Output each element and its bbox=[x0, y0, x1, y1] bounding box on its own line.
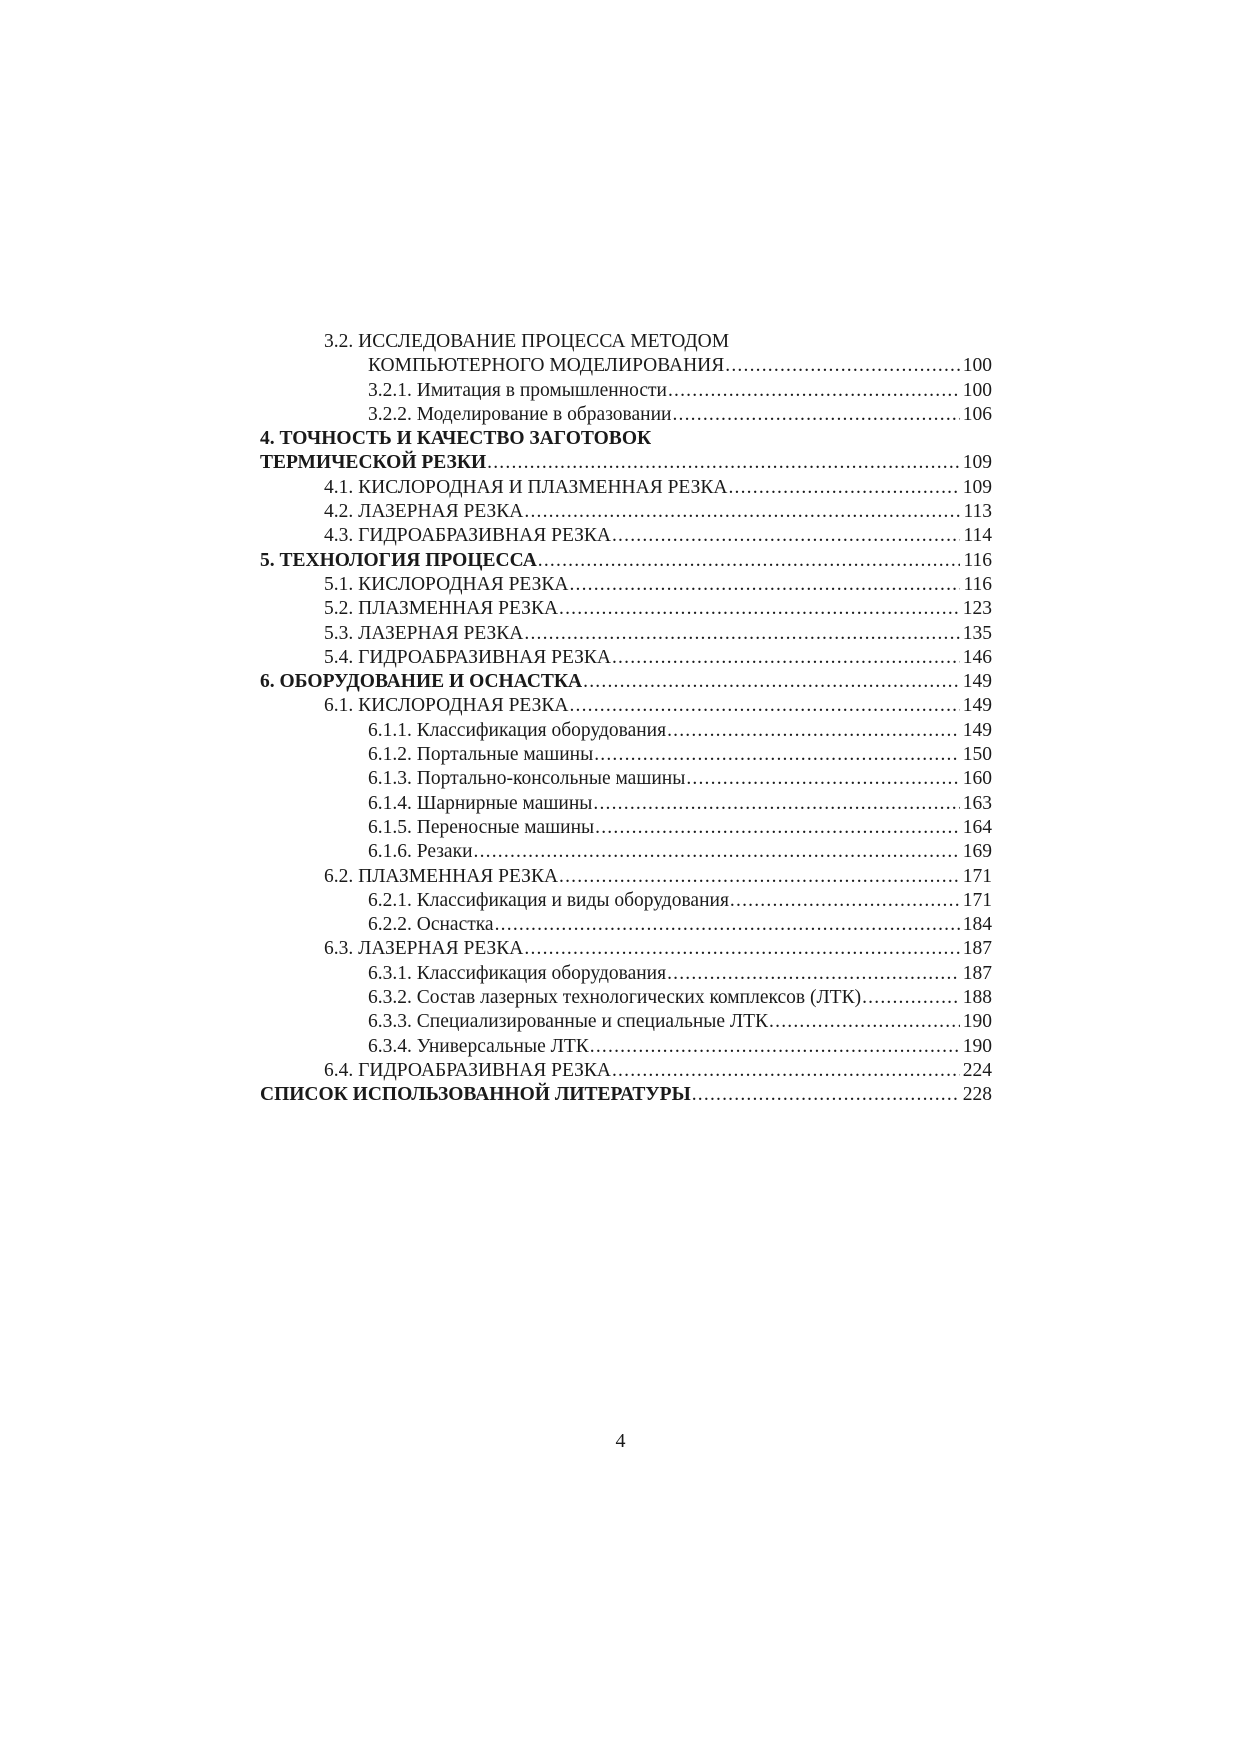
toc-entry-title: 6.1. КИСЛОРОДНАЯ РЕЗКА bbox=[324, 695, 569, 717]
toc-entry-page: 188 bbox=[962, 987, 992, 1009]
toc-entry[interactable] bbox=[260, 451, 992, 475]
toc-entry-page: 163 bbox=[962, 792, 992, 814]
dot-leader bbox=[667, 962, 960, 986]
dot-leader bbox=[595, 816, 960, 840]
toc-entry[interactable] bbox=[260, 330, 992, 354]
toc-entry[interactable] bbox=[260, 913, 992, 937]
toc-entry[interactable] bbox=[260, 719, 992, 743]
toc-entry[interactable] bbox=[260, 500, 992, 524]
dot-leader bbox=[728, 476, 959, 500]
dot-leader bbox=[569, 573, 960, 597]
toc-entry-title: 6. ОБОРУДОВАНИЕ И ОСНАСТКА bbox=[260, 671, 583, 693]
toc-entry[interactable] bbox=[260, 427, 992, 451]
dot-leader bbox=[524, 500, 960, 524]
toc-entry-title: КОМПЬЮТЕРНОГО МОДЕЛИРОВАНИЯ bbox=[368, 355, 725, 377]
toc-entry[interactable] bbox=[260, 646, 992, 670]
toc-entry[interactable] bbox=[260, 889, 992, 913]
toc-entry-page: 228 bbox=[962, 1084, 992, 1106]
toc-entry[interactable] bbox=[260, 1010, 992, 1034]
toc-entry[interactable] bbox=[260, 1059, 992, 1083]
toc-entry[interactable] bbox=[260, 573, 992, 597]
toc-entry-title: 3.2.1. Имитация в промышленности bbox=[368, 379, 667, 401]
toc-entry-title: 5.2. ПЛАЗМЕННАЯ РЕЗКА bbox=[324, 598, 559, 620]
dot-leader bbox=[612, 524, 961, 548]
toc-entry-page: 149 bbox=[962, 671, 992, 693]
toc-entry-title: 4. ТОЧНОСТЬ И КАЧЕСТВО ЗАГОТОВОК bbox=[260, 428, 652, 450]
toc-entry-page: 100 bbox=[962, 355, 992, 377]
toc-entry-title: 6.2. ПЛАЗМЕННАЯ РЕЗКА bbox=[324, 865, 559, 887]
toc-entry-page: 224 bbox=[962, 1059, 992, 1081]
toc-entry-title: 6.1.4. Шарнирные машины bbox=[368, 792, 593, 814]
toc-entry[interactable] bbox=[260, 354, 992, 378]
toc-entry-page: 190 bbox=[962, 1035, 992, 1057]
table-of-contents bbox=[260, 330, 992, 1108]
toc-entry-page: 113 bbox=[963, 501, 992, 523]
toc-entry-page: 164 bbox=[962, 816, 992, 838]
toc-entry-page: 187 bbox=[962, 962, 992, 984]
toc-entry-title: 3.2. ИССЛЕДОВАНИЕ ПРОЦЕССА МЕТОДОМ bbox=[324, 331, 730, 352]
dot-leader bbox=[686, 767, 959, 791]
toc-entry-page: 116 bbox=[963, 549, 992, 571]
toc-entry[interactable] bbox=[260, 986, 992, 1010]
toc-entry-title: 6.1.5. Переносные машины bbox=[368, 816, 595, 838]
toc-entry-title: 6.4. ГИДРОАБРАЗИВНАЯ РЕЗКА bbox=[324, 1059, 611, 1081]
dot-leader bbox=[487, 451, 960, 475]
toc-entry[interactable] bbox=[260, 767, 992, 791]
dot-leader bbox=[612, 1059, 960, 1083]
toc-entry-page: 109 bbox=[962, 476, 992, 498]
dot-leader bbox=[583, 670, 960, 694]
toc-entry-page: 123 bbox=[962, 598, 992, 620]
toc-entry-title: 6.1.3. Портально-консольные машины bbox=[368, 768, 686, 790]
toc-entry-page: 106 bbox=[962, 403, 992, 425]
toc-entry-title: 5.3. ЛАЗЕРНАЯ РЕЗКА bbox=[324, 622, 524, 644]
toc-entry-page: 149 bbox=[962, 719, 992, 741]
toc-entry-title: 6.1.1. Классификация оборудования bbox=[368, 719, 667, 741]
dot-leader bbox=[692, 1083, 960, 1107]
toc-entry[interactable] bbox=[260, 476, 992, 500]
toc-entry-title: 6.3.1. Классификация оборудования bbox=[368, 962, 667, 984]
toc-entry[interactable] bbox=[260, 379, 992, 403]
dot-leader bbox=[667, 719, 960, 743]
toc-entry[interactable] bbox=[260, 1083, 992, 1107]
toc-entry-title: 6.3.2. Состав лазерных технологических комплексов (ЛТК) bbox=[368, 987, 862, 1009]
toc-entry-page: 146 bbox=[962, 646, 992, 668]
toc-entry-title: 5.1. КИСЛОРОДНАЯ РЕЗКА bbox=[324, 573, 569, 595]
toc-entry[interactable] bbox=[260, 597, 992, 621]
toc-entry[interactable] bbox=[260, 865, 992, 889]
toc-entry[interactable] bbox=[260, 549, 992, 573]
dot-leader bbox=[538, 549, 961, 573]
dot-leader bbox=[672, 403, 959, 427]
toc-entry-page: 100 bbox=[962, 379, 992, 401]
toc-entry-page: 109 bbox=[962, 452, 992, 474]
dot-leader bbox=[730, 889, 960, 913]
toc-entry-page: 149 bbox=[962, 695, 992, 717]
toc-entry[interactable] bbox=[260, 743, 992, 767]
toc-entry-page: 160 bbox=[962, 768, 992, 790]
dot-leader bbox=[593, 792, 959, 816]
toc-entry[interactable] bbox=[260, 403, 992, 427]
toc-entry-title: 5.4. ГИДРОАБРАЗИВНАЯ РЕЗКА bbox=[324, 646, 611, 668]
toc-entry-title: СПИСОК ИСПОЛЬЗОВАННОЙ ЛИТЕРАТУРЫ bbox=[260, 1084, 691, 1106]
toc-entry-title: 3.2.2. Моделирование в образовании bbox=[368, 403, 672, 425]
toc-entry[interactable] bbox=[260, 792, 992, 816]
toc-entry-page: 187 bbox=[962, 938, 992, 960]
toc-entry[interactable] bbox=[260, 622, 992, 646]
toc-entry[interactable] bbox=[260, 840, 992, 864]
toc-entry[interactable] bbox=[260, 694, 992, 718]
page-number: 4 bbox=[615, 1430, 626, 1452]
toc-entry-page: 171 bbox=[962, 889, 992, 911]
toc-entry-title: 4.1. КИСЛОРОДНАЯ И ПЛАЗМЕННАЯ РЕЗКА bbox=[324, 476, 728, 498]
dot-leader bbox=[495, 913, 960, 937]
dot-leader bbox=[612, 646, 960, 670]
toc-entry[interactable] bbox=[260, 816, 992, 840]
toc-entry[interactable] bbox=[260, 937, 992, 961]
toc-entry-page: 190 bbox=[962, 1011, 992, 1033]
toc-entry-title: 6.1.2. Портальные машины bbox=[368, 744, 594, 766]
toc-entry[interactable] bbox=[260, 1035, 992, 1059]
dot-leader bbox=[594, 743, 960, 767]
toc-entry-title: 6.3.4. Универсальные ЛТК bbox=[368, 1035, 589, 1057]
toc-entry-title: 6.2.1. Классификация и виды оборудования bbox=[368, 889, 729, 911]
toc-entry-title: ТЕРМИЧЕСКОЙ РЕЗКИ bbox=[260, 452, 487, 474]
toc-entry-page: 150 bbox=[962, 744, 992, 766]
toc-entry[interactable] bbox=[260, 524, 992, 548]
dot-leader bbox=[725, 354, 959, 378]
toc-entry-page: 114 bbox=[963, 525, 992, 547]
toc-entry-page: 135 bbox=[962, 622, 992, 644]
dot-leader bbox=[769, 1010, 960, 1034]
dot-leader bbox=[559, 865, 960, 889]
toc-entry[interactable] bbox=[260, 962, 992, 986]
dot-leader bbox=[474, 840, 960, 864]
dot-leader bbox=[524, 937, 959, 961]
toc-entry-title: 6.3.3. Специализированные и специальные ЛТК bbox=[368, 1011, 769, 1033]
toc-entry-title: 4.3. ГИДРОАБРАЗИВНАЯ РЕЗКА bbox=[324, 525, 611, 547]
dot-leader bbox=[862, 986, 960, 1010]
toc-entry-title: 6.1.6. Резаки bbox=[368, 841, 473, 863]
dot-leader bbox=[524, 622, 959, 646]
toc-entry-title: 4.2. ЛАЗЕРНАЯ РЕЗКА bbox=[324, 501, 524, 523]
toc-entry-page: 184 bbox=[962, 914, 992, 936]
toc-entry-title: 6.2.2. Оснастка bbox=[368, 914, 494, 936]
toc-entry-page: 116 bbox=[963, 573, 992, 595]
toc-entry-title: 6.3. ЛАЗЕРНАЯ РЕЗКА bbox=[324, 938, 524, 960]
toc-entry[interactable] bbox=[260, 670, 992, 694]
toc-entry-page: 169 bbox=[962, 841, 992, 863]
toc-entry-title: 5. ТЕХНОЛОГИЯ ПРОЦЕССА bbox=[260, 549, 537, 571]
dot-leader bbox=[668, 379, 960, 403]
dot-leader bbox=[559, 597, 960, 621]
dot-leader bbox=[569, 694, 959, 718]
dot-leader bbox=[590, 1035, 960, 1059]
toc-entry-page: 171 bbox=[962, 865, 992, 887]
